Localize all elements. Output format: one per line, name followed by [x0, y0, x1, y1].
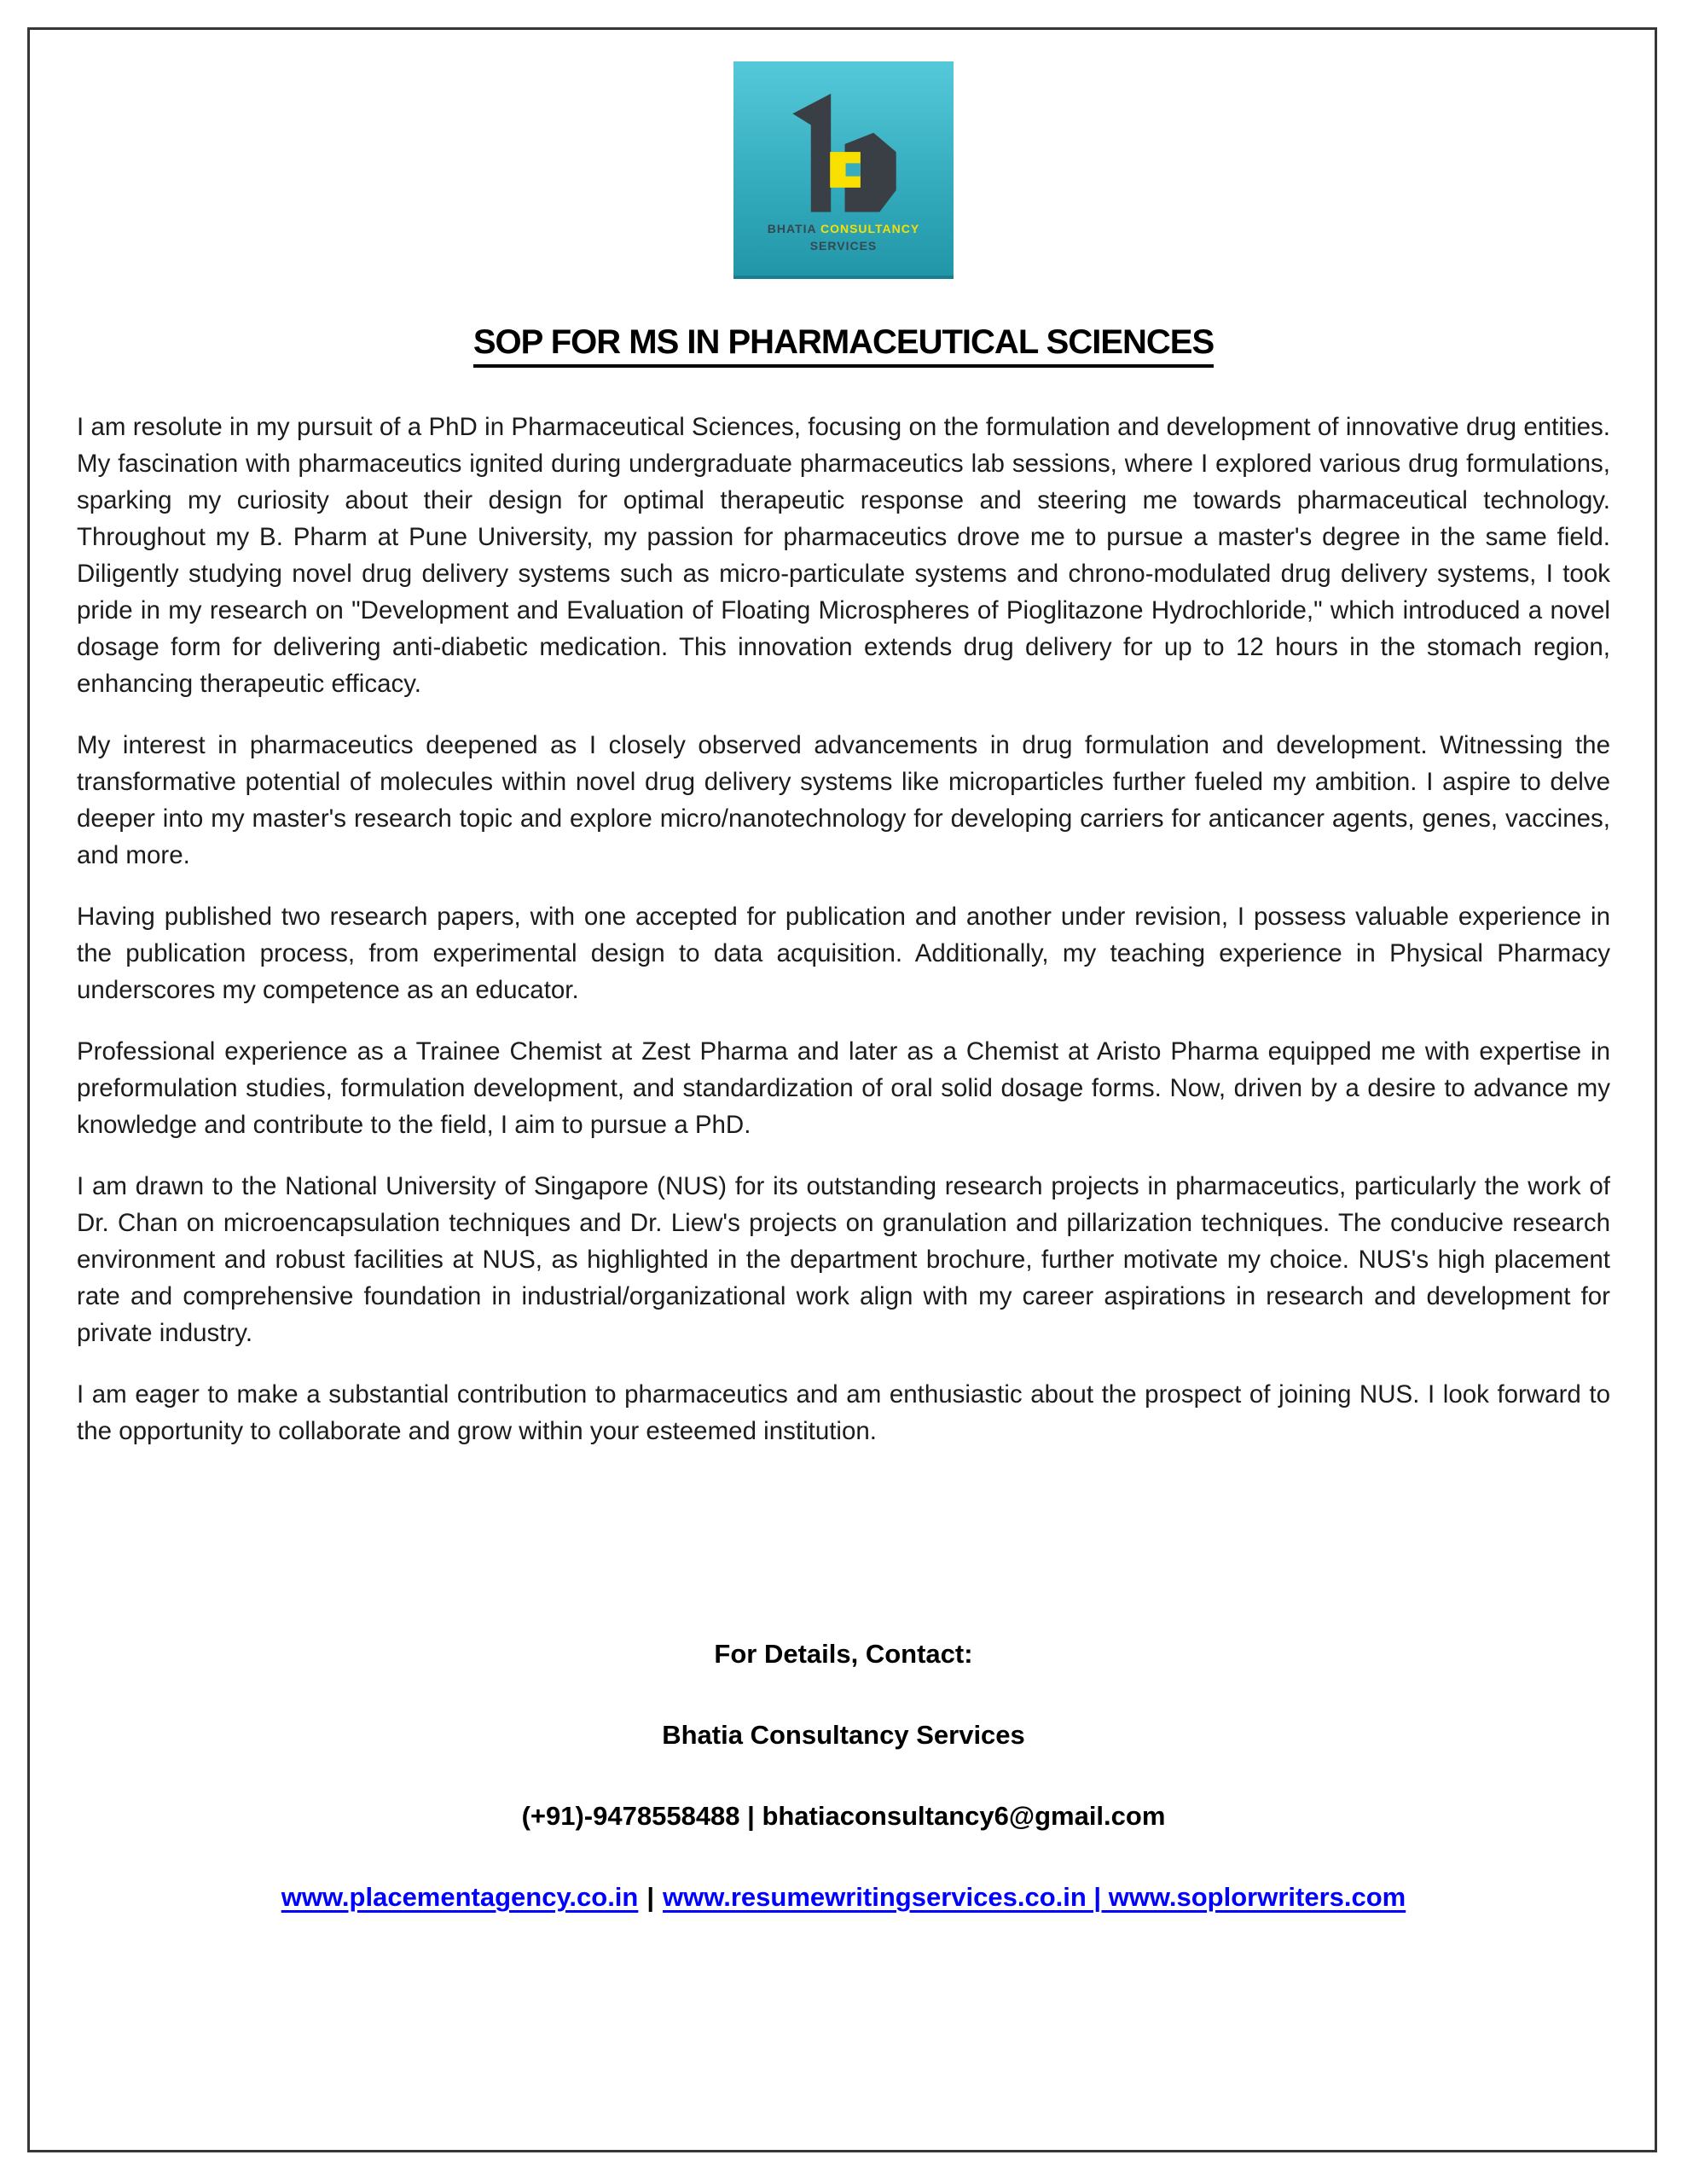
- logo-wordmark: [733, 220, 954, 254]
- contact-company: Bhatia Consultancy Services: [662, 1720, 1025, 1750]
- contact-heading: For Details, Contact:: [714, 1639, 973, 1669]
- sop-body: [77, 409, 1610, 1449]
- logo-consultancy-text: CONSULTANCY: [820, 222, 920, 235]
- contact-section: [77, 1635, 1610, 1915]
- paragraph-6: I am eager to make a substantial contribution to pharmaceutics and am enthusiastic about the prospect of joining NUS. I look forward to the opportunity to collaborate and grow within your esteemed institution.: [77, 1380, 1610, 1445]
- page-title: SOP FOR MS IN PHARMACEUTICAL SCIENCES: [473, 323, 1214, 368]
- paragraph-4: Professional experience as a Trainee Chemist at Zest Pharma and later as a Chemist at Aristo Pharma equipped me with expertise in preformulation studies, formulation development, and standardization of oral solid dosage forms. Now, driven by a desire to advance my knowledge and contribute to the field, I aim to pursue a PhD.: [77, 1037, 1610, 1139]
- paragraph-5: I am drawn to the National University of Singapore (NUS) for its outstanding research projects in pharmaceutics, particularly the work of Dr. Chan on microencapsulation techniques and Dr. Liew's projects on granulation and pillarization techniques. The conducive research environment and robust facilities at NUS, as highlighted in the department brochure, further motivate my choice. NUS's high placement rate and comprehensive foundation in industrial/organizational work align with my career aspirations in research and development for private industry.: [77, 1172, 1610, 1347]
- placementagency-link[interactable]: www.placementagency.co.in: [281, 1882, 639, 1912]
- document-content: [77, 61, 1610, 1915]
- logo-services-text: SERVICES: [809, 239, 878, 253]
- paragraph-3: Having published two research papers, with one accepted for publication and another under revision, I possess valuable experience in the publication process, from experimental design to data acquisition. Additionally, my teaching experience in Physical Pharmacy underscores my competence as an educator.: [77, 903, 1610, 1004]
- logo-wordmark-line1: [733, 220, 954, 237]
- resumewritingservices-soplorwriters-link[interactable]: www.resumewritingservices.co.in | www.soplorwriters.com: [663, 1882, 1406, 1912]
- paragraph-1: I am resolute in my pursuit of a PhD in Pharmaceutical Sciences, focusing on the formulation and development of innovative drug entities. My fascination with pharmaceutics ignited during undergraduate pharmaceutics lab sessions, where I explored various drug formulations, sparking my curiosity about their design for optimal therapeutic response and steering me towards pharmaceutical technology. Throughout my B. Pharm at Pune University, my passion for pharmaceutics drove me to pursue a master's degree in the same field. Diligently studying novel drug delivery systems such as micro-particulate systems and chrono-modulated drug delivery systems, I took pride in my research on "Development and Evaluation of Floating Microspheres of Pioglitazone Hydrochloride," which introduced a novel dosage form for delivering anti-diabetic medication. This innovation extends drug delivery for up to 12 hours in the stomach region, enhancing therapeutic efficacy.: [77, 413, 1610, 698]
- paragraph-2: My interest in pharmaceutics deepened as I closely observed advancements in drug formulation and development. Witnessing the transformative potential of molecules within novel drug delivery systems like microparticles further fueled my ambition. I aspire to delve deeper into my master's research topic and explore micro/nanotechnology for developing carriers for anticancer agents, genes, vaccines, and more.: [77, 731, 1610, 869]
- website-links-row: [77, 1879, 1610, 1915]
- links-separator: |: [646, 1882, 655, 1912]
- contact-phone-email: (+91)-9478558488 | bhatiaconsultancy6@gmail.com: [521, 1801, 1166, 1831]
- title-row: [77, 323, 1610, 368]
- logo-container: [77, 61, 1610, 279]
- bhatia-consultancy-logo: [733, 61, 954, 279]
- logo-bhatia-text: BHATIA: [767, 222, 817, 235]
